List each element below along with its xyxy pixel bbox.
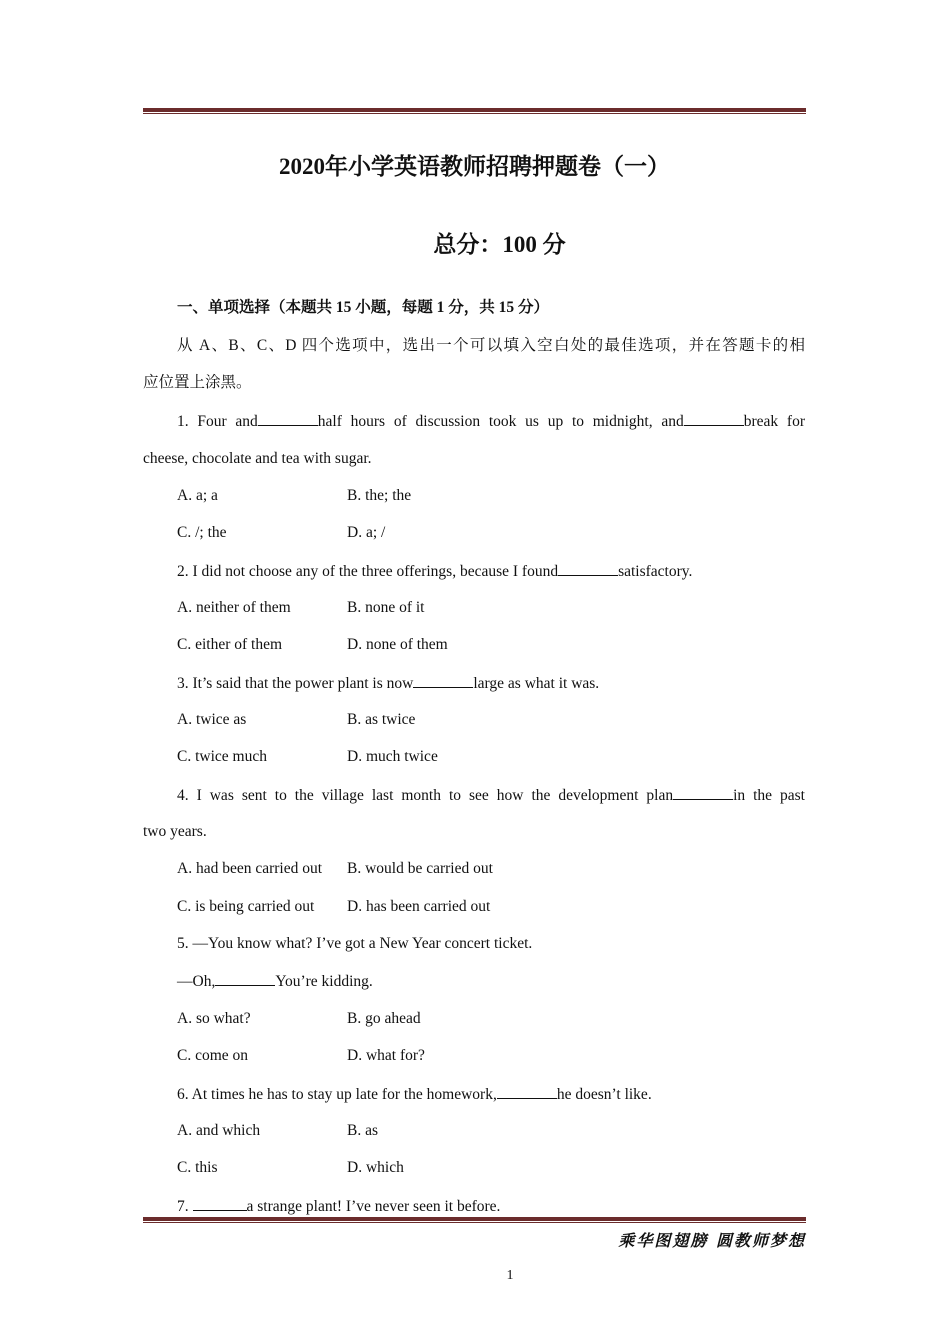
question-4-stem-cont: two years. <box>143 823 207 840</box>
q1-blank-1 <box>258 411 318 426</box>
q5-option-d: D. what for? <box>347 1047 425 1064</box>
q1-text-a: 1. Four and <box>177 413 258 430</box>
question-6-stem <box>177 1084 652 1105</box>
question-7-stem <box>177 1196 500 1217</box>
q3-option-c: C. twice much <box>177 748 267 765</box>
q3-blank <box>413 673 473 688</box>
q7-blank <box>193 1196 247 1211</box>
q6-text-a: 6. At times he has to stay up late for the homework, <box>177 1086 497 1103</box>
q1-text-b: half hours of discussion took us up to midnight, and <box>317 413 684 430</box>
header-rule-thin <box>143 113 806 114</box>
q2-option-d: D. none of them <box>347 636 448 653</box>
q3-option-d: D. much twice <box>347 748 438 765</box>
header-rule-thick <box>143 108 806 112</box>
q1-option-b: B. the; the <box>347 487 412 504</box>
question-5-reply <box>177 971 373 992</box>
question-4-stem <box>177 785 805 806</box>
q4-option-a: A. had been carried out <box>177 860 323 877</box>
question-3-stem <box>177 673 599 694</box>
q1-option-d: D. a; / <box>347 524 386 541</box>
q4-option-b: B. would be carried out <box>347 860 493 877</box>
total-score: 总分：100 分 <box>433 232 566 257</box>
question-5-stem: 5. —You know what? I’ve got a New Year concert ticket. <box>177 935 533 952</box>
section-heading: 一、单项选择（本题共 15 小题，每题 1 分，共 15 分） <box>177 299 550 316</box>
q2-option-a: A. neither of them <box>177 599 291 616</box>
q3-option-a: A. twice as <box>177 711 247 728</box>
q3-option-b: B. as twice <box>347 711 416 728</box>
q5-text-a: —Oh, <box>177 973 216 990</box>
exam-title: 2020年小学英语教师招聘押题卷（一） <box>279 154 670 179</box>
q2-option-c: C. either of them <box>177 636 283 653</box>
q4-option-d: D. has been carried out <box>347 898 491 915</box>
q5-text-b: You’re kidding. <box>275 973 373 990</box>
q1-option-c: C. /; the <box>177 524 227 541</box>
question-1-stem <box>177 411 805 432</box>
instruction-line-1: 从 A、B、C、D 四个选项中，选出一个可以填入空白处的最佳选项，并在答题卡的相 <box>177 337 805 354</box>
footer-rule-thick <box>143 1217 806 1221</box>
q2-blank <box>558 561 618 576</box>
footer-rule-thin <box>143 1222 806 1223</box>
q5-option-c: C. come on <box>177 1047 249 1064</box>
q2-text-b: satisfactory. <box>618 563 693 580</box>
footer-slogan: 乘华图翅膀 圆教师梦想 <box>618 1231 806 1250</box>
q5-option-b: B. go ahead <box>347 1010 421 1027</box>
q1-option-a: A. a; a <box>177 487 218 504</box>
q3-text-a: 3. It’s said that the power plant is now <box>177 675 414 692</box>
q2-option-b: B. none of it <box>347 599 425 616</box>
q4-option-c: C. is being carried out <box>177 898 315 915</box>
q3-text-b: large as what it was. <box>473 675 600 692</box>
q2-text-a: 2. I did not choose any of the three offerings, because I found <box>177 563 559 580</box>
question-1-stem-cont: cheese, chocolate and tea with sugar. <box>143 450 372 467</box>
q7-text-b: a strange plant! I’ve never seen it before. <box>246 1198 501 1215</box>
q6-blank <box>497 1084 557 1099</box>
q4-text-a: 4. I was sent to the village last month to see how the development plan <box>177 787 674 804</box>
q1-blank-2 <box>684 411 744 426</box>
q6-option-c: C. this <box>177 1159 218 1176</box>
page-number: 1 <box>506 1268 514 1283</box>
q6-option-b: B. as <box>347 1122 378 1139</box>
q4-blank <box>673 785 733 800</box>
q6-text-b: he doesn’t like. <box>556 1086 652 1103</box>
q5-blank <box>215 971 275 986</box>
question-2-stem <box>177 561 692 582</box>
q6-option-d: D. which <box>347 1159 404 1176</box>
q4-text-b: in the past <box>733 787 805 804</box>
q6-option-a: A. and which <box>177 1122 261 1139</box>
q5-option-a: A. so what? <box>177 1010 251 1027</box>
q7-text-a: 7. <box>177 1198 193 1215</box>
instruction-line-2: 应位置上涂黑。 <box>143 374 252 391</box>
q1-text-c: break for <box>743 413 805 430</box>
